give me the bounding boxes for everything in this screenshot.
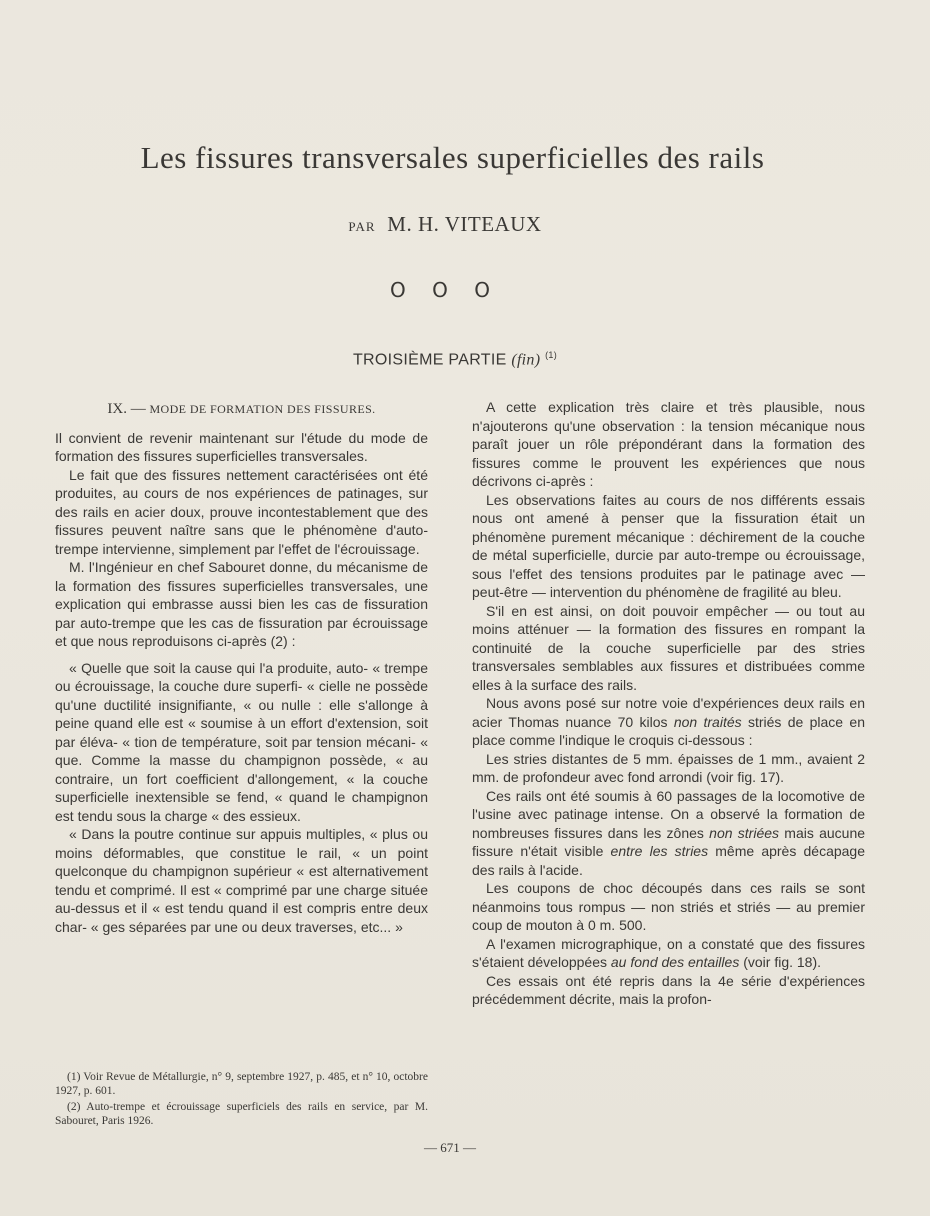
paragraph: Le fait que des fissures nettement caractérisées ont été produites, au cours de nos expériences de patinages, sur des rails en acier doux, prouve incontestablement que des fissures peuvent naître sans que le phénomène d'auto-trempe intervienne, simplement par l'effet de l'écrouissage. [55,466,428,557]
quote-paragraph: « Dans la poutre continue sur appuis multiples, « plus ou moins déformables, que constitue le rail, « un point quelconque du champignon supérieur « est alternativement tendu et comprimé. Il est « comprimé par une charge située au-dessus et il « est tendu quand il est compris entre deux char- « ges séparées par une ou deux traverses, etc... » [55,826,428,935]
footnotes [55,1071,428,1131]
emphasis: entre les stries [610,843,709,859]
right-column [472,398,865,1009]
footnote: (2) Auto-trempe et écrouissage superficiels des rails en service, par M. Sabouret, Paris 1926. [55,1101,428,1127]
paragraph: Les stries distantes de 5 mm. épaisses de 1 mm., avaient 2 mm. de profondeur avec fond arrondi (voir fig. 17). [472,750,865,785]
section-number: IX. — [107,401,146,417]
paragraph: S'il en est ainsi, on doit pouvoir empêcher — ou tout au moins atténuer — la formation des fissures en rompant la continuité de la couche superficielle par des stries transversales semblables aux fissures et distribuées comme elles à la surface des rails. [472,602,865,693]
paragraph: Il convient de revenir maintenant sur l'étude du mode de formation des fissures superficielles transversales. [55,429,428,464]
article-title: Les fissures transversales superficielles des rails [140,140,765,175]
footnote: (1) Voir Revue de Métallurgie, n° 9, septembre 1927, p. 485, et n° 10, octobre 1927, p. 601. [55,1071,428,1097]
section-title: MODE DE FORMATION DES FISSURES. [149,402,376,416]
paragraph [472,935,865,972]
text-run: striés de place en place comme l'indique le croquis ci-dessous : [472,713,865,748]
emphasis: au fond des entailles [610,954,740,970]
left-column [55,398,428,936]
text-run: Ces rails ont été soumis à 60 passages de la locomotive de l'usine avec patinage intense. On a observé la formation de nombreuses fissures dans les zônes [472,787,865,841]
author-name: M. H. VITEAUX [387,212,542,236]
paragraph: Les observations faites au cours de nos différents essais nous ont amené à penser que la fissuration était un phénomène purement mécanique : déchirement de la couche de métal superficielle, durcie par auto-trempe ou écrouissage, sous l'effet des tensions produites par le patinage avec — peut-être — intervention du phénomène de fragilité au bleu. [472,491,865,600]
part-fin: (fin) [511,351,541,369]
quotation [55,659,428,937]
text-run: (voir fig. 18). [743,954,822,970]
ornament: O O O [390,278,500,302]
page-number: — 671 — [424,1140,476,1155]
section-heading [55,400,428,419]
part-heading [0,350,910,369]
part-note-ref: (1) [545,350,558,360]
text-run: Nous avons posé sur notre voie d'expériences deux rails en acier Thomas nuance 70 kilos [472,695,865,730]
paragraph [472,694,865,750]
quote-paragraph: « Quelle que soit la cause qui l'a produite, auto- « trempe ou écrouissage, la couche dure superfi- « cielle ne possède qu'une ductilité insignifiante, « ou nulle : elle s'allonge à peine quand elle est « soumise à un effort d'extension, soit par éléva- « tion de température, soit par tension mécani- « que. Comme la masse du champignon possède, « au contraire, un fort coefficient d'allongement, « la couche superficielle inextensible se fend, « quand le champignon est tendu sous la charge « des essieux. [55,659,428,824]
emphasis: non striées [709,824,780,841]
byline [0,212,890,237]
text-run: A l'examen micrographique, on a constaté que des fissures s'étaient développées [472,935,865,970]
emphasis: non traités [673,713,742,730]
text-run: même après décapage des rails à l'acide. [472,843,865,878]
part-label: TROISIÈME PARTIE [352,351,507,369]
author-prefix: PAR [348,219,376,234]
paragraph: Ces essais ont été repris dans la 4e série d'expériences précédemment décrite, mais la profon- [472,972,865,1007]
text-run: mais aucune fissure n'était visible [472,824,866,859]
paragraph: Les coupons de choc découpés dans ces rails se sont néanmoins tous rompus — non striés et striés — au premier coup de mouton à 0 m. 500. [472,880,865,933]
paragraph [472,787,865,880]
paragraph: A cette explication très claire et très plausible, nous n'ajouterons qu'une observation : la tension mécanique nous paraît jouer un rôle prépondérant dans la formation des fissures comme le prouvent les expériences que nous décrivons ci-après : [472,399,865,489]
paragraph: M. l'Ingénieur en chef Sabouret donne, du mécanisme de la formation des fissures superficielles transversales, une explication qui embrasse aussi bien les cas de fissuration par auto-trempe que les cas de fissuration par écrouissage et que nous reproduisons ci-après (2) : [55,559,428,649]
